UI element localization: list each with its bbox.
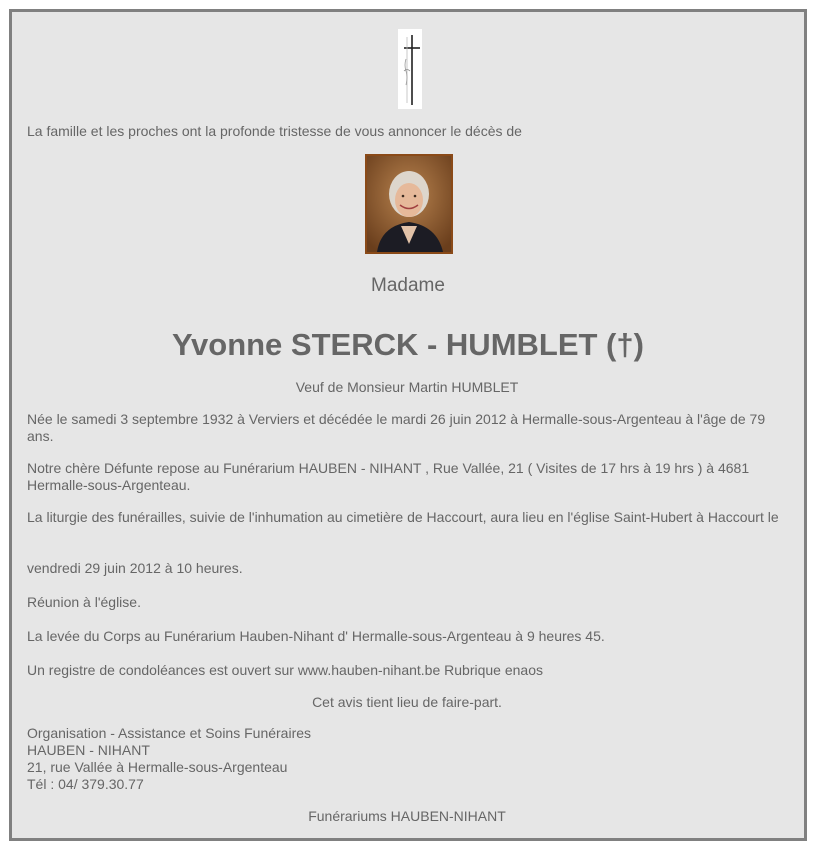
footer-text: Funérariums HAUBEN-NIHANT [308, 808, 506, 824]
cross-icon [398, 29, 422, 109]
organisation-address: 21, rue Vallée à Hermalle-sous-Argenteau [27, 759, 288, 775]
deceased-name: Yvonne STERCK - HUMBLET (†) [172, 327, 644, 362]
paragraph-liturgy: La liturgie des funérailles, suivie de l'inhumation au cimetière de Haccourt, aura lieu en l'église Saint-Hubert à Haccourt le [27, 509, 779, 525]
obituary-card [9, 9, 807, 841]
organisation-line: Organisation - Assistance et Soins Funéraires [27, 725, 312, 741]
paragraph-repose: Notre chère Défunte repose au Funérarium HAUBEN - NIHANT , Rue Vallée, 21 ( Visites de 17 hrs à 19 hrs ) à 4681 Hermalle-sous-Argenteau. [27, 460, 750, 493]
paragraph-date: vendredi 29 juin 2012 à 10 heures. [27, 560, 243, 576]
paragraph-levee: La levée du Corps au Funérarium Hauben-Nihant d' Hermalle-sous-Argenteau à 9 heures 45. [27, 628, 605, 644]
portrait-photo [365, 154, 453, 254]
paragraph-meeting: Réunion à l'église. [27, 594, 141, 610]
organisation-phone: Tél : 04/ 379.30.77 [27, 776, 144, 792]
paragraph-birth-death: Née le samedi 3 septembre 1932 à Verviers et décédée le mardi 26 juin 2012 à Hermalle-sous-Argenteau à l'âge de 79 ans. [27, 411, 766, 444]
honorific: Madame [371, 275, 445, 296]
organisation-name: HAUBEN - NIHANT [27, 742, 150, 758]
widow-line: Veuf de Monsieur Martin HUMBLET [295, 379, 519, 395]
organisation-block [27, 725, 787, 793]
intro-text: La famille et les proches ont la profonde tristesse de vous annoncer le décès de [27, 123, 522, 139]
paragraph-condolences: Un registre de condoléances est ouvert sur www.hauben-nihant.be Rubrique enaos [27, 662, 543, 678]
notice-text: Cet avis tient lieu de faire-part. [312, 694, 502, 710]
